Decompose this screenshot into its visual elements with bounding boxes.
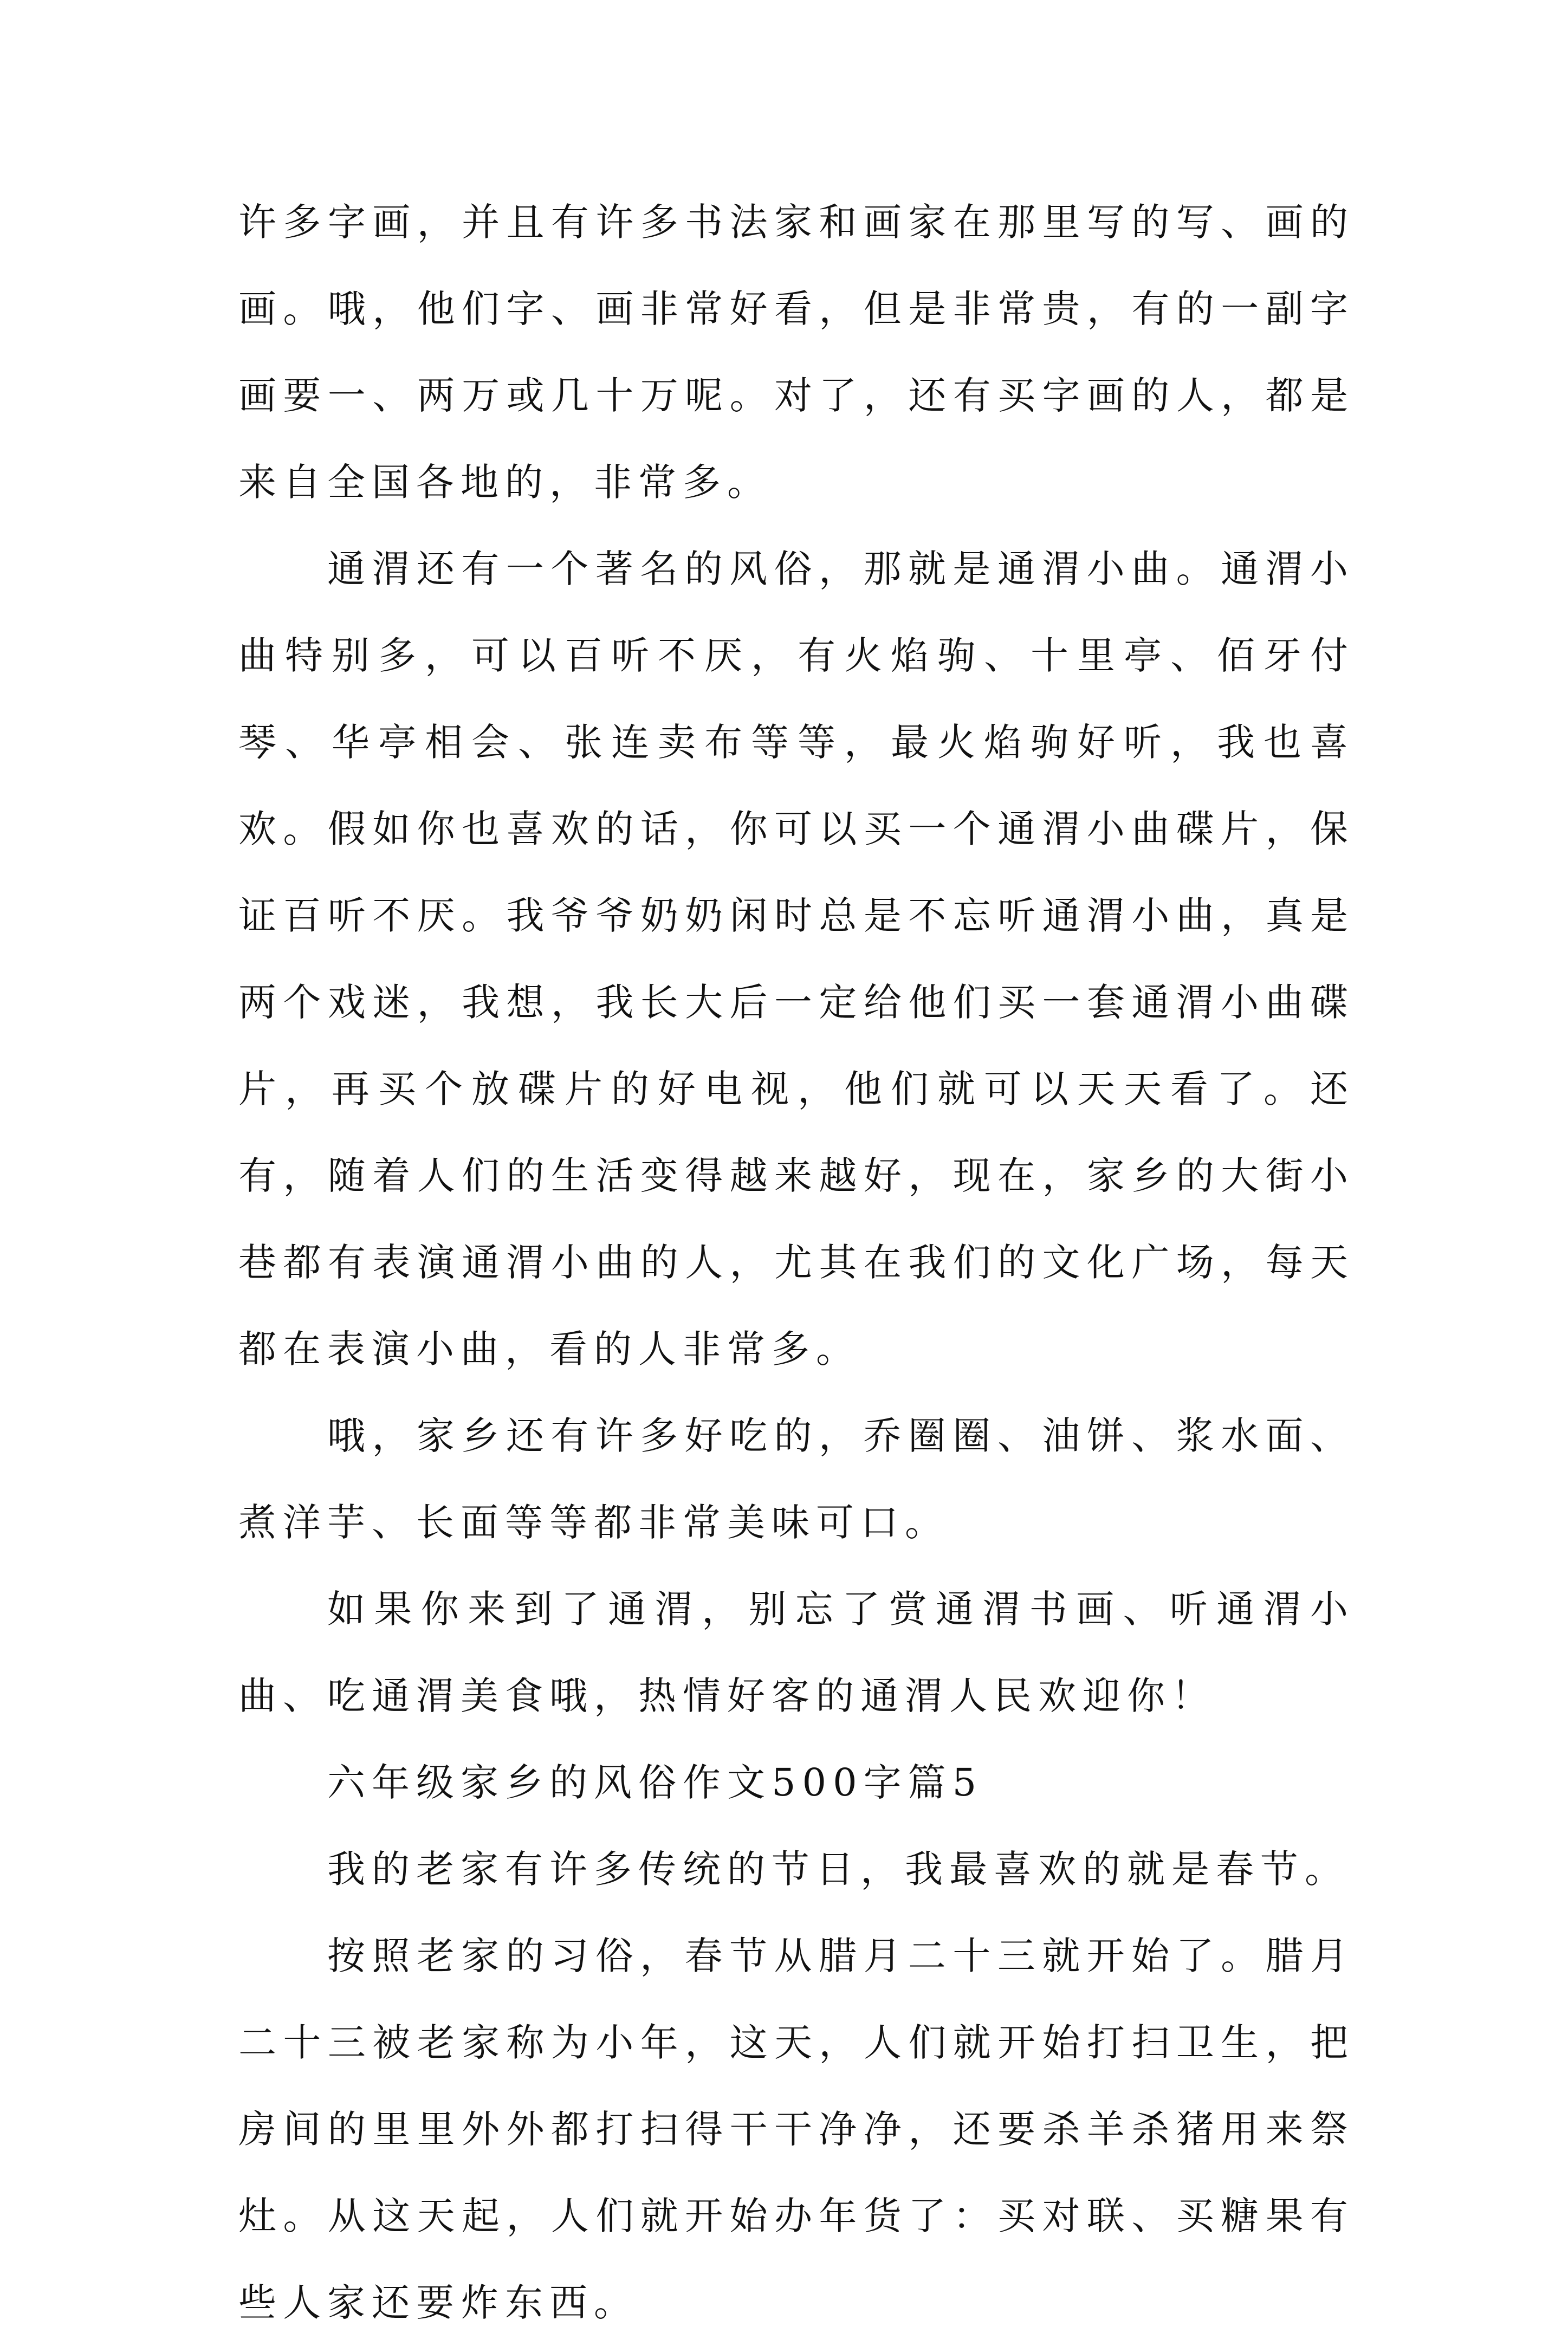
paragraph-5: 我的老家有许多传统的节日，我最喜欢的就是春节。 xyxy=(327,1847,1349,1891)
paragraph-4: 如果你来到了通渭，别忘了赏通渭书画、听通渭小曲、吃通渭美食哦，热情好客的通渭人民欢迎你！ xyxy=(238,1587,1355,1718)
paragraph-3: 哦，家乡还有许多好吃的，乔圈圈、油饼、浆水面、煮洋芋、长面等等都非常美味可口。 xyxy=(238,1414,1355,1545)
article-body xyxy=(238,179,1355,2346)
section-heading: 六年级家乡的风俗作文500字篇5 xyxy=(327,1760,983,1805)
paragraph-2: 通渭还有一个著名的风俗，那就是通渭小曲。通渭小曲特别多，可以百听不厌，有火焰驹、十里亭、佰牙付琴、华亭相会、张连卖布等等，最火焰驹好听，我也喜欢。假如你也喜欢的话，你可以买一个通渭小曲碟片，保证百听不厌。我爷爷奶奶闲时总是不忘听通渭小曲，真是两个戏迷，我想，我长大后一定给他们买一套通渭小曲碟片，再买个放碟片的好电视，他们就可以天天看了。还有，随着人们的生活变得越来越好，现在，家乡的大街小巷都有表演通渭小曲的人，尤其在我们的文化广场，每天都在表演小曲，看的人非常多。 xyxy=(238,547,1355,1371)
paragraph-6: 按照老家的习俗，春节从腊月二十三就开始了。腊月二十三被老家称为小年，这天，人们就开始打扫卫生，把房间的里里外外都打扫得干干净净，还要杀羊杀猪用来祭灶。从这天起，人们就开始办年货了：买对联、买糖果有些人家还要炸东西。 xyxy=(238,1934,1355,2325)
paragraph-1: 许多字画，并且有许多书法家和画家在那里写的写、画的画。哦，他们字、画非常好看，但是非常贵，有的一副字画要一、两万或几十万呢。对了，还有买字画的人，都是来自全国各地的，非常多。 xyxy=(238,200,1355,504)
